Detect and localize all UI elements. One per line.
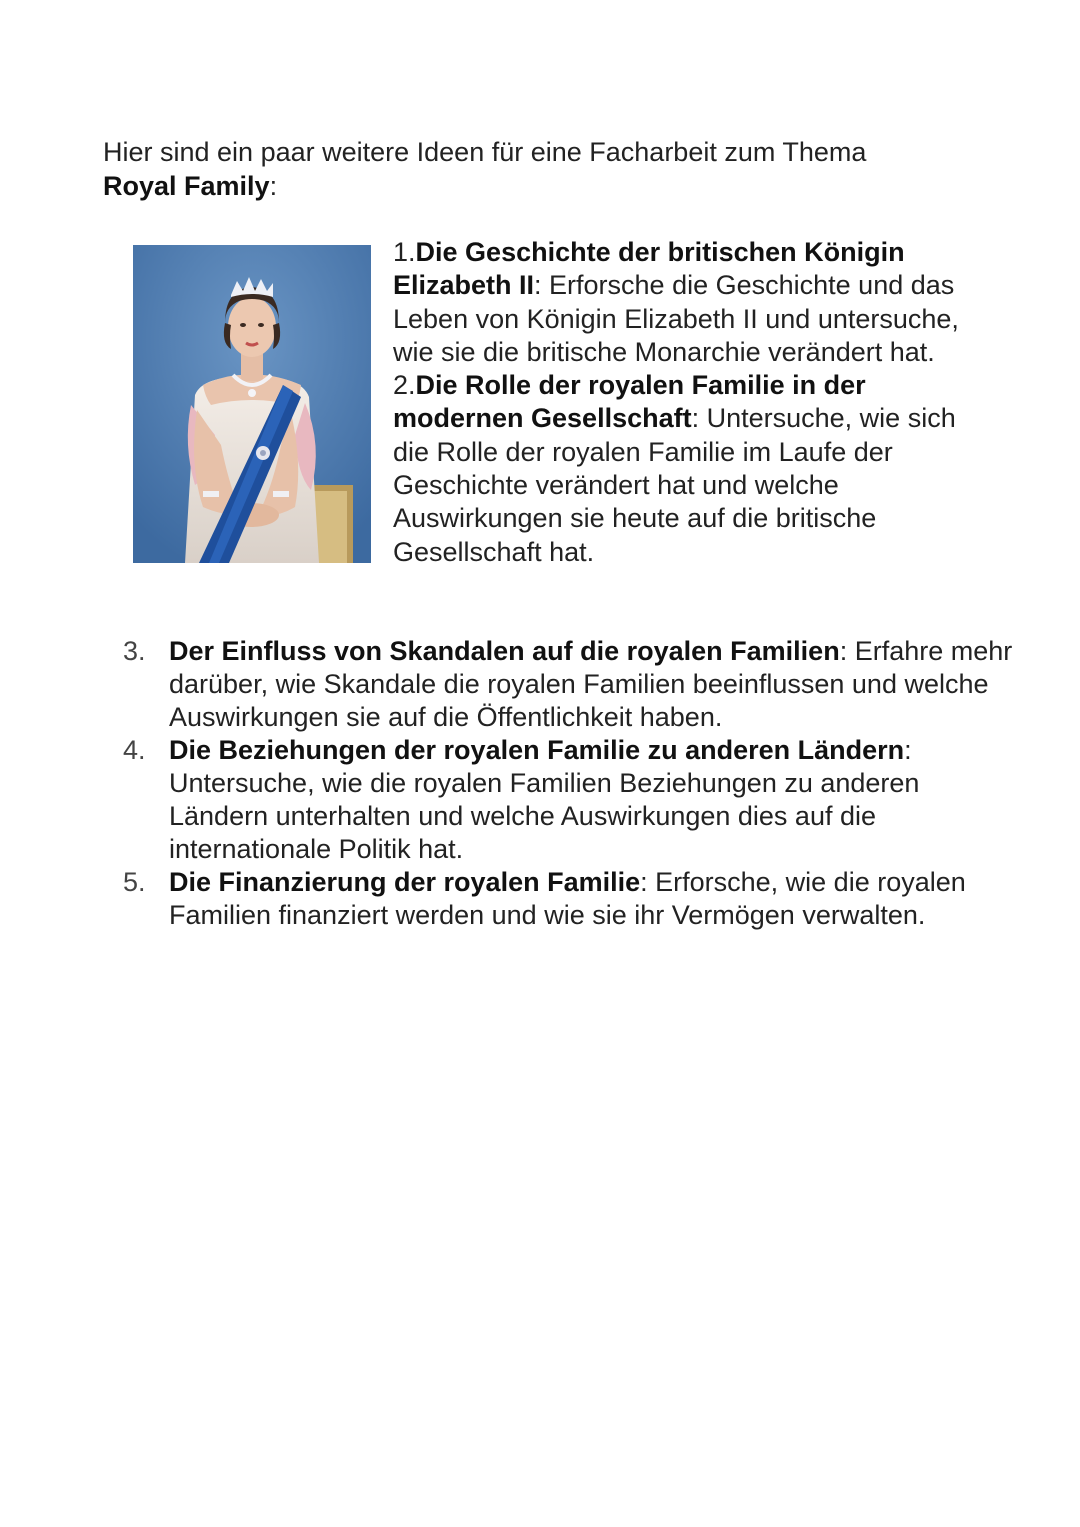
intro-paragraph (103, 135, 1003, 203)
item-text: : Erforsche die Geschichte und das Leben von Königin Elizabeth II und untersuche, wie sie die britische Monarchie verändert hat. (393, 270, 959, 367)
side-items (393, 236, 983, 569)
item-number: 2. (393, 370, 416, 401)
item-title: Die Geschichte der britischen Königin Elizabeth II (393, 237, 905, 301)
item-text: : Untersuche, wie die royalen Familien Beziehungen zu anderen Ländern unterhalten und welche Auswirkungen dies auf die internationale Politik hat. (169, 735, 920, 864)
intro-text: Hier sind ein paar weitere Ideen für eine Facharbeit zum Thema (103, 137, 867, 167)
item-text: : Erfahre mehr darüber, wie Skandale die royalen Familien beeinflussen und welche Auswirkungen sie auf die Öffentlichkeit haben. (169, 636, 1013, 732)
intro-colon: : (269, 171, 278, 201)
item-number: 1. (393, 237, 416, 267)
item-title: Die Beziehungen der royalen Familie zu anderen Ländern (169, 735, 905, 765)
list-item (393, 369, 983, 569)
item-text: : Erforsche, wie die royalen Familien finanziert werden und wie sie ihr Vermögen verwalten. (169, 867, 966, 930)
portrait-illustration (133, 245, 371, 563)
item-number: 5. (123, 867, 146, 897)
item-title: Der Einfluss von Skandalen auf die royalen Familien (169, 636, 840, 666)
item-number: 3. (123, 636, 146, 666)
intro-topic: Royal Family (103, 171, 270, 201)
list-item (123, 635, 1023, 734)
item-number: 4. (123, 735, 146, 765)
list-item (123, 866, 1023, 932)
list-item (123, 734, 1023, 866)
item-title: Die Finanzierung der royalen Familie (169, 867, 641, 897)
list-item (393, 236, 983, 369)
item-title: Die Rolle der royalen Familie in der modernen Gesellschaft (393, 370, 866, 434)
item-text: : Untersuche, wie sich die Rolle der royalen Familie im Laufe der Geschichte verändert hat und welche Auswirkungen sie heute auf die britische Gesellschaft hat. (393, 403, 956, 567)
portrait-image (133, 245, 371, 563)
numbered-list (123, 635, 1023, 932)
